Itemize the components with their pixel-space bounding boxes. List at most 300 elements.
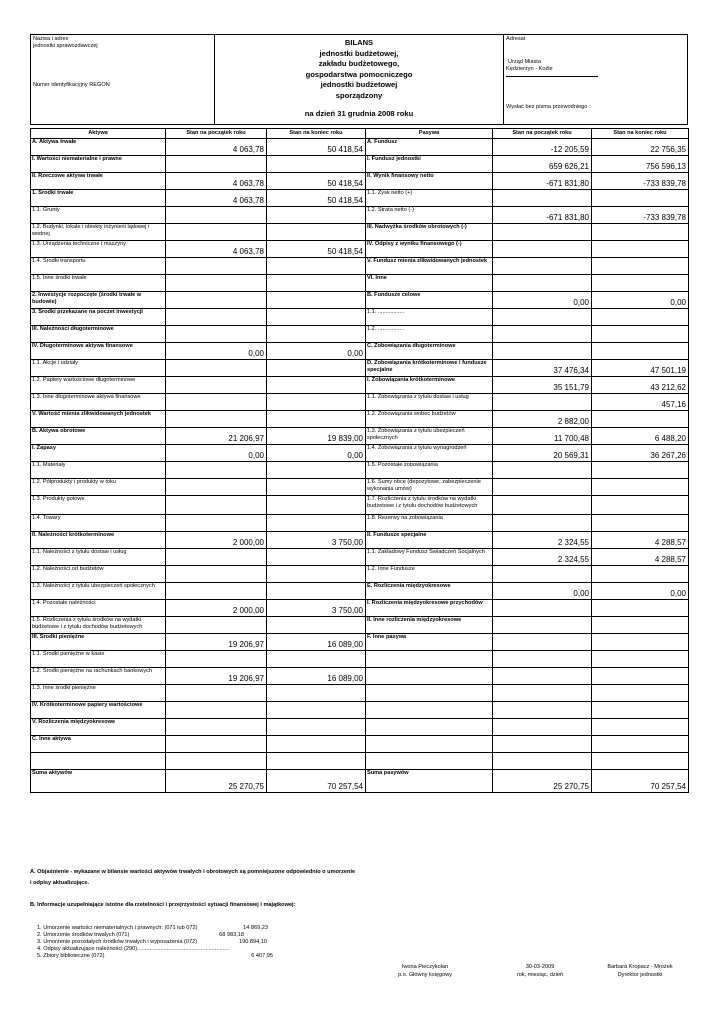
liability-label-cell: I. Fundusz jednostki [366, 156, 493, 173]
table-row [31, 462, 689, 479]
liability-end-value: 4 288,57 [592, 532, 689, 549]
supplementary-item: 3. Umorzenie pozostałych środków trwałych i wyposażenia (072) [37, 939, 198, 945]
asset-end-value [267, 496, 366, 515]
asset-start-value [166, 224, 267, 241]
asset-end-value [267, 394, 366, 411]
asset-label-cell: 1.5. Rozliczenia z tytułu środków na wydatki budżetowe i z tytułu dochodów budżetowych [31, 617, 166, 634]
director-title: Dyrektor jednostki [617, 972, 663, 978]
liability-start-value: -671 831,80 [493, 173, 592, 190]
report-date: na dzień 31 grudnia 2008 roku [304, 109, 414, 118]
asset-end-value [267, 736, 366, 753]
table-row [31, 685, 689, 702]
asset-label-cell: 1.1. Materiały [31, 462, 166, 479]
unit-name-sublabel: jednostki sprawozdawczej [33, 43, 98, 49]
note-a-line1: A. Objaśnienie - wykazane w bilansie wartości aktywów trwałych i obrotowych są pomniejszone odpowiednio o umorzenie [30, 869, 356, 875]
addressee-label: Adresat [506, 36, 526, 42]
col-header-assets-start: Stan na początek roku [166, 129, 267, 139]
asset-end-value: 50 418,54 [267, 139, 366, 156]
asset-label-cell: 1.2. Budynki, lokale i obiekty inżynierii lądowej i wodnej [31, 224, 166, 241]
asset-start-value: 0,00 [166, 445, 267, 462]
asset-start-value [166, 411, 267, 428]
liability-end-value [592, 515, 689, 532]
asset-start-value: 19 206,97 [166, 668, 267, 685]
liability-label-cell: Suma pasywów [366, 770, 493, 793]
table-row [31, 326, 689, 343]
table-row [31, 719, 689, 736]
asset-label-cell: 1.3. Należności z tytułu ubezpieczeń społecznych [31, 583, 166, 600]
liability-start-value [493, 600, 592, 617]
liability-end-value [592, 462, 689, 479]
liability-end-value [592, 224, 689, 241]
table-row [31, 343, 689, 360]
liability-label-cell: 1.7. Rozliczenia z tytułu środków na wydatki budżetowe i z tytułu dochodów budżetowych [366, 496, 493, 515]
liability-end-value [592, 258, 689, 275]
asset-end-value: 16 089,00 [267, 634, 366, 651]
addressee-line2: Kędzierzyn - Koźle [506, 66, 553, 72]
liability-end-value: 70 257,54 [592, 770, 689, 793]
asset-start-value [166, 258, 267, 275]
asset-end-value: 3 750,00 [267, 532, 366, 549]
liability-start-value: 37 476,34 [493, 360, 592, 377]
asset-label-cell: V. Wartość mienia zlikwidowanych jednostek [31, 411, 166, 428]
table-row [31, 224, 689, 241]
table-row [31, 190, 689, 207]
signature-accountant [375, 963, 475, 979]
liability-label-cell [366, 668, 493, 685]
asset-label-cell: III. Należności długoterminowe [31, 326, 166, 343]
asset-end-value: 3 750,00 [267, 600, 366, 617]
asset-end-value [267, 583, 366, 600]
liability-start-value: 0,00 [493, 583, 592, 600]
asset-label-cell: 1.2. Papiery wartościowe długoterminowe [31, 377, 166, 394]
asset-label-cell: I. Wartości niematerialne i prawne [31, 156, 166, 173]
liability-label-cell: 1.1. ................. [366, 309, 493, 326]
asset-start-value: 4 063,78 [166, 190, 267, 207]
liability-start-value [493, 736, 592, 753]
asset-label-cell: 1.4. Towary [31, 515, 166, 532]
asset-end-value [267, 515, 366, 532]
liability-end-value [592, 326, 689, 343]
asset-label-cell: 1.1. Grunty [31, 207, 166, 224]
liability-label-cell: 1.2. Strata netto (-) [366, 207, 493, 224]
liability-label-cell: 1.2. Zobowiązania wobec budżetów [366, 411, 493, 428]
supplementary-value: 6 407,95 [251, 953, 273, 959]
liability-end-value: 47 501,19 [592, 360, 689, 377]
table-row [31, 309, 689, 326]
director-name: Barbara Kropacz - Mrożek [607, 964, 673, 970]
liability-start-value: -12 205,59 [493, 139, 592, 156]
asset-start-value [166, 309, 267, 326]
asset-label-cell: 1.2. Środki pieniężne na rachunkach bankowych [31, 668, 166, 685]
liability-label-cell: III. Nadwyżka środków obrotowych (-) [366, 224, 493, 241]
asset-end-value: 16 089,00 [267, 668, 366, 685]
table-row [31, 428, 689, 445]
liability-start-value: -671 831,80 [493, 207, 592, 224]
liability-start-value [493, 617, 592, 634]
accountant-title: p.o. Główny księgowy [397, 972, 453, 978]
asset-start-value: 4 063,78 [166, 139, 267, 156]
liability-end-value [592, 309, 689, 326]
liability-end-value [592, 190, 689, 207]
table-row [31, 479, 689, 496]
liability-start-value [493, 685, 592, 702]
liability-label-cell: I. Rozliczenia międzyokresowe przychodów [366, 600, 493, 617]
send-note: Wysłać bez pisma przewodniego [506, 104, 588, 110]
asset-label-cell: I. Zapasy [31, 445, 166, 462]
liability-end-value: 0,00 [592, 292, 689, 309]
addressee-line1: Urząd Miasta [508, 59, 541, 65]
asset-end-value [267, 411, 366, 428]
liability-end-value [592, 702, 689, 719]
supplementary-item: 5. Zbiory biblioteczne (072) [37, 953, 105, 959]
asset-start-value: 4 063,78 [166, 241, 267, 258]
liability-start-value [493, 515, 592, 532]
header-title-cell [215, 35, 504, 124]
liability-start-value [493, 651, 592, 668]
supplementary-item: 2. Umorzenie środków trwałych (071) [37, 932, 130, 938]
table-row [31, 241, 689, 258]
signature-date [490, 963, 590, 979]
asset-end-value [267, 156, 366, 173]
header-addressee-cell [504, 35, 688, 124]
asset-start-value: 21 206,97 [166, 428, 267, 445]
liability-end-value [592, 668, 689, 685]
table-row [31, 668, 689, 685]
table-row [31, 702, 689, 719]
col-header-assets-end: Stan na koniec roku [267, 129, 366, 139]
asset-label-cell: 1.5. Inne środki trwałe [31, 275, 166, 292]
table-row [31, 411, 689, 428]
liability-label-cell [366, 702, 493, 719]
liability-label-cell [366, 651, 493, 668]
addressee-underline [506, 76, 598, 77]
liability-start-value [493, 309, 592, 326]
asset-end-value: 50 418,54 [267, 241, 366, 258]
liability-start-value [493, 668, 592, 685]
asset-end-value: 70 257,54 [267, 770, 366, 793]
liability-start-value [493, 343, 592, 360]
table-body [31, 139, 689, 793]
liability-end-value [592, 479, 689, 496]
asset-start-value [166, 566, 267, 583]
asset-end-value [267, 549, 366, 566]
asset-start-value: 25 270,75 [166, 770, 267, 793]
table-row [31, 377, 689, 394]
asset-start-value: 19 206,97 [166, 634, 267, 651]
supplementary-value: 14 869,23 [243, 925, 268, 931]
asset-end-value [267, 292, 366, 309]
liability-label-cell: 1.5. Pozostałe zobowiązania [366, 462, 493, 479]
asset-end-value [267, 719, 366, 736]
asset-start-value [166, 549, 267, 566]
table-row [31, 275, 689, 292]
liability-end-value: -733 839,78 [592, 173, 689, 190]
table-row [31, 634, 689, 651]
col-header-assets: Aktywa [31, 129, 166, 139]
asset-label-cell: 3. Środki przekazane na poczet inwestycji [31, 309, 166, 326]
asset-start-value: 0,00 [166, 343, 267, 360]
liability-end-value [592, 241, 689, 258]
liability-start-value [493, 496, 592, 515]
liability-start-value: 35 151,79 [493, 377, 592, 394]
liability-label-cell: C. Zobowiązania długoterminowe [366, 343, 493, 360]
liability-label-cell: 1.3. Zobowiązania z tytułu ubezpieczeń społecznych [366, 428, 493, 445]
asset-label-cell: C. Inne aktywa [31, 736, 166, 753]
table-row [31, 360, 689, 377]
sign-date: 30-03-2009 [525, 964, 555, 970]
liability-end-value [592, 496, 689, 515]
liability-end-value: -733 839,78 [592, 207, 689, 224]
liability-start-value [493, 479, 592, 496]
asset-label-cell: 1.3. Inne długoterminowe aktywa finansowe [31, 394, 166, 411]
asset-start-value [166, 394, 267, 411]
liability-end-value: 22 756,35 [592, 139, 689, 156]
liability-end-value [592, 634, 689, 651]
liability-start-value [493, 719, 592, 736]
liability-start-value [493, 258, 592, 275]
liability-end-value: 0,00 [592, 583, 689, 600]
asset-end-value [267, 479, 366, 496]
liability-start-value: 659 626,21 [493, 156, 592, 173]
table-row [31, 173, 689, 190]
asset-label-cell: A. Aktywa trwałe [31, 139, 166, 156]
asset-label-cell: 1.4. Środki transportu [31, 258, 166, 275]
liability-label-cell: IV. Odpisy z wyniku finansowego (-) [366, 241, 493, 258]
asset-label-cell [31, 753, 166, 770]
liability-end-value [592, 600, 689, 617]
asset-end-value [267, 566, 366, 583]
signature-director [590, 963, 690, 979]
supplementary-item: 1. Umorzenie wartości niematerialnych i prawnych: (071 lub 072) [37, 925, 198, 931]
liability-label-cell: A. Fundusz [366, 139, 493, 156]
asset-start-value [166, 377, 267, 394]
supplementary-item: 4. Odpisy aktualizujące należności (290)........................................................... [37, 946, 229, 952]
asset-end-value [267, 326, 366, 343]
liability-start-value [493, 462, 592, 479]
liability-label-cell: B. Fundusze celowe [366, 292, 493, 309]
asset-end-value: 0,00 [267, 445, 366, 462]
liability-label-cell: VI. Inne [366, 275, 493, 292]
asset-label-cell: 1. Środki trwałe [31, 190, 166, 207]
asset-label-cell: III. Środki pieniężne [31, 634, 166, 651]
liability-end-value [592, 617, 689, 634]
table-row [31, 753, 689, 770]
table-header-row [31, 129, 689, 139]
liability-start-value: 2 324,55 [493, 549, 592, 566]
liability-start-value: 20 569,31 [493, 445, 592, 462]
liability-end-value [592, 719, 689, 736]
header-unit-cell [31, 35, 215, 124]
liability-start-value [493, 241, 592, 258]
asset-start-value [166, 292, 267, 309]
liability-start-value: 0,00 [493, 292, 592, 309]
liability-label-cell [366, 685, 493, 702]
liability-start-value [493, 326, 592, 343]
table-row [31, 207, 689, 224]
table-row [31, 445, 689, 462]
asset-end-value [267, 377, 366, 394]
asset-label-cell: V. Rozliczenia międzyokresowe [31, 719, 166, 736]
liability-end-value [592, 343, 689, 360]
supplementary-list [37, 925, 229, 960]
asset-end-value [267, 702, 366, 719]
table-row [31, 583, 689, 600]
title-line: jednostki budżetowej [320, 80, 398, 89]
asset-start-value [166, 496, 267, 515]
table-row [31, 496, 689, 515]
col-header-liabilities: Pasywa [366, 129, 493, 139]
asset-label-cell: 1.3. Inne środki pieniężne [31, 685, 166, 702]
asset-start-value: 2 000,00 [166, 532, 267, 549]
asset-label-cell: B. Aktywa obrotowe [31, 428, 166, 445]
liability-label-cell [366, 753, 493, 770]
liability-end-value [592, 411, 689, 428]
liability-end-value: 457,16 [592, 394, 689, 411]
asset-end-value [267, 651, 366, 668]
asset-label-cell: 1.2. Należności od budżetów [31, 566, 166, 583]
asset-label-cell: 1.4. Pozostałe należności [31, 600, 166, 617]
asset-label-cell: 1.1. Środki pieniężne w kasie [31, 651, 166, 668]
col-header-liabilities-start: Stan na początek roku [493, 129, 592, 139]
asset-start-value [166, 651, 267, 668]
asset-label-cell: Suma aktywów [31, 770, 166, 793]
table-row [31, 736, 689, 753]
asset-start-value [166, 360, 267, 377]
title-line: zakładu budżetowego, [318, 59, 400, 68]
liability-end-value: 6 488,20 [592, 428, 689, 445]
asset-label-cell: 1.2. Półprodukty i produkty w toku [31, 479, 166, 496]
liability-label-cell: 1.1. Zakładowy Fundusz Świadczeń Socjalnych [366, 549, 493, 566]
asset-start-value: 4 063,78 [166, 173, 267, 190]
liability-label-cell: 1.8. Rezerwy na zobowiązania [366, 515, 493, 532]
liability-start-value [493, 275, 592, 292]
liability-label-cell: I. Zobowiązania krótkoterminowe [366, 377, 493, 394]
asset-end-value [267, 685, 366, 702]
sign-date-label: rok, miesiąc, dzień [516, 972, 564, 978]
liability-label-cell: E. Rozliczenia międzyokresowe [366, 583, 493, 600]
supplementary-value: 190 894,10 [239, 939, 267, 945]
asset-start-value [166, 207, 267, 224]
asset-start-value [166, 462, 267, 479]
table-row [31, 600, 689, 617]
table-row [31, 515, 689, 532]
liability-start-value [493, 394, 592, 411]
supplementary-value: 68 983,18 [219, 932, 244, 938]
liability-label-cell [366, 736, 493, 753]
regon-label: Numer identyfikacyjny REGON [33, 82, 110, 88]
liability-label-cell: 1.1. Zobowiązania z tytułu dostaw i usług [366, 394, 493, 411]
asset-end-value [267, 462, 366, 479]
liability-end-value [592, 685, 689, 702]
title-line: jednostki budżetowej, [319, 48, 399, 58]
asset-end-value [267, 617, 366, 634]
liability-end-value [592, 566, 689, 583]
liability-label-cell: 1.6. Sumy obce (depozytowe, zabezpieczenie wykonania umów) [366, 479, 493, 496]
asset-start-value [166, 515, 267, 532]
table-row [31, 258, 689, 275]
liability-start-value [493, 190, 592, 207]
asset-end-value: 19 839,00 [267, 428, 366, 445]
table-row [31, 394, 689, 411]
asset-label-cell: 1.3. Produkty gotowe [31, 496, 166, 515]
asset-label-cell: IV. Długoterminowe aktywa finansowe [31, 343, 166, 360]
asset-start-value [166, 702, 267, 719]
liability-start-value [493, 224, 592, 241]
liability-end-value [592, 736, 689, 753]
asset-start-value [166, 685, 267, 702]
liability-end-value: 36 267,26 [592, 445, 689, 462]
liability-end-value: 756 596,13 [592, 156, 689, 173]
liability-end-value [592, 651, 689, 668]
asset-end-value [267, 258, 366, 275]
liability-label-cell: II. Inne rozliczenia międzyokresowe [366, 617, 493, 634]
table-row [31, 651, 689, 668]
asset-start-value [166, 719, 267, 736]
asset-label-cell: 1.1. Należności z tytułu dostaw i usług [31, 549, 166, 566]
asset-end-value [267, 207, 366, 224]
note-b-heading: B. Informacje uzupełniające istotne dla rzetelności i przejrzystości sytuacji finansowej i majątkowej: [30, 902, 296, 908]
asset-start-value: 2 000,00 [166, 600, 267, 617]
asset-label-cell: 1.3. Urządzenia techniczne i maszyny [31, 241, 166, 258]
liability-start-value: 2 882,00 [493, 411, 592, 428]
asset-end-value [267, 224, 366, 241]
balance-sheet-table [30, 128, 689, 793]
table-row [31, 549, 689, 566]
asset-end-value: 50 418,54 [267, 190, 366, 207]
liability-start-value [493, 753, 592, 770]
liability-start-value [493, 702, 592, 719]
table-row [31, 156, 689, 173]
table-row [31, 770, 689, 793]
liability-end-value [592, 753, 689, 770]
liability-label-cell: V. Fundusz mienia zlikwidowanych jednostek [366, 258, 493, 275]
asset-end-value: 50 418,54 [267, 173, 366, 190]
liability-label-cell: II. Wynik finansowy netto [366, 173, 493, 190]
liability-label-cell: 1.4. Zobowiązania z tytułu wynagrodzeń [366, 445, 493, 462]
liability-label-cell [366, 719, 493, 736]
table-row [31, 566, 689, 583]
asset-start-value [166, 326, 267, 343]
title-line: sporządzony [335, 90, 383, 100]
liability-label-cell: 1.2. ................. [366, 326, 493, 343]
accountant-name: Iwona Pieczykolan [401, 964, 449, 970]
liability-start-value [493, 634, 592, 651]
asset-label-cell: II. Należności krótkoterminowe [31, 532, 166, 549]
liability-start-value [493, 566, 592, 583]
asset-end-value: 0,00 [267, 343, 366, 360]
asset-end-value [267, 309, 366, 326]
liability-start-value: 11 700,48 [493, 428, 592, 445]
asset-start-value [166, 736, 267, 753]
title-line: gospodarstwa pomocniczego [305, 69, 413, 79]
liability-end-value [592, 275, 689, 292]
asset-start-value [166, 275, 267, 292]
table-row [31, 292, 689, 309]
liability-label-cell: 1.1. Zysk netto (+) [366, 190, 493, 207]
liability-start-value: 25 270,75 [493, 770, 592, 793]
asset-end-value [267, 360, 366, 377]
liability-label-cell: D. Zobowiązania krótkoterminowe i fundusze specjalne [366, 360, 493, 377]
table-row [31, 139, 689, 156]
asset-start-value [166, 156, 267, 173]
asset-start-value [166, 583, 267, 600]
liability-end-value: 4 288,57 [592, 549, 689, 566]
asset-end-value [267, 753, 366, 770]
unit-name-label: Nazwa i adres [33, 36, 69, 42]
liability-label-cell: F. Inne pasywa [366, 634, 493, 651]
asset-label-cell: IV. Krótkoterminowe papiery wartościowe [31, 702, 166, 719]
asset-start-value [166, 479, 267, 496]
